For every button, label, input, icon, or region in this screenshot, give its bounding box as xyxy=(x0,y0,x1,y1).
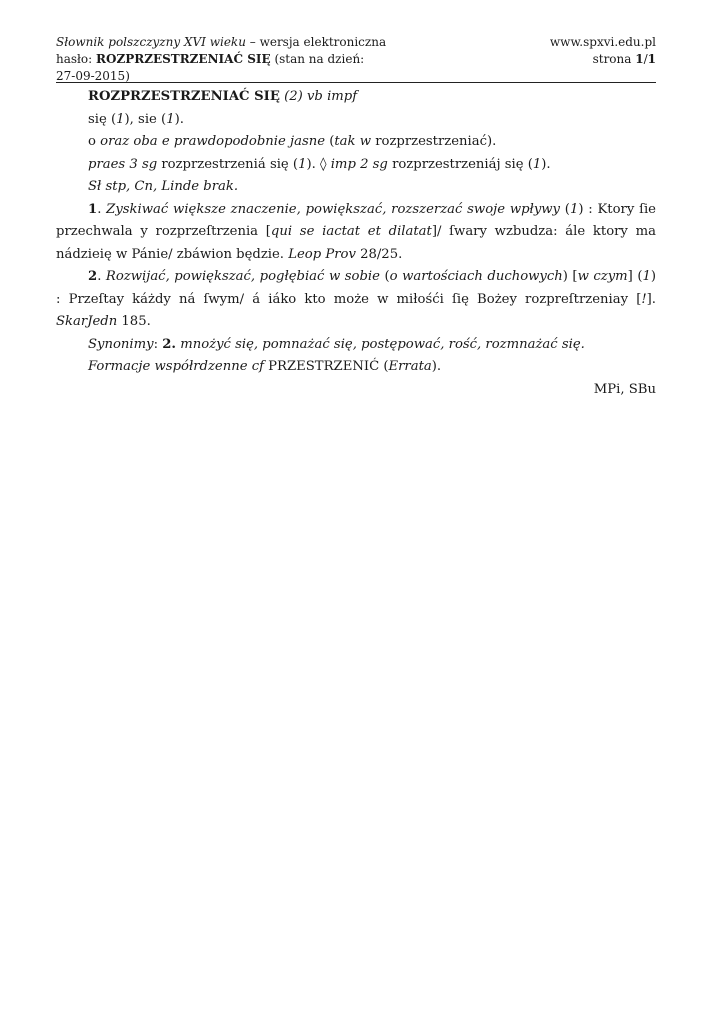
page-label: strona xyxy=(592,52,636,66)
sense-definition: Rozwijać, powiększać, pogłębiać w sobie xyxy=(105,269,380,284)
sense-syntax: w czym xyxy=(577,269,628,284)
source-ref: Leop Prov xyxy=(288,246,356,262)
sense-text: ] ( xyxy=(627,269,643,284)
page-number xyxy=(550,51,656,68)
pron-note: tak xyxy=(334,134,356,149)
synonyms-sep: : xyxy=(153,336,163,352)
dictionary-title: Słownik polszczyzny XVI wieku xyxy=(56,35,246,49)
form-text: ). xyxy=(174,111,184,127)
sense-count: 1 xyxy=(569,201,579,217)
stan-label: (stan na dzień: xyxy=(270,52,365,66)
page-total: 1 xyxy=(647,52,656,66)
form-count: 1 xyxy=(166,111,175,127)
forms-line xyxy=(56,109,656,132)
pron-text: ( xyxy=(325,134,335,149)
entry-date: 27-09-2015) xyxy=(56,69,130,83)
entry-line xyxy=(56,51,396,68)
grammar-line xyxy=(56,154,656,177)
sense-quote: ]/ ſwary wzbudza: ále ktory ma nádzieię w Pánie/ zbáwion będzie. xyxy=(56,224,656,262)
sense-text: ( xyxy=(560,201,570,217)
header-entry-word: ROZPRZESTRZENIAĆ SIĘ xyxy=(96,52,271,66)
header-right xyxy=(550,34,656,68)
source-location: 28/25. xyxy=(355,246,403,262)
sense-2 xyxy=(56,266,656,334)
grammar-count: 1 xyxy=(532,156,542,172)
source-location: 185. xyxy=(117,314,151,329)
synonyms-label: Synonimy xyxy=(88,336,154,352)
sense-text: ]. xyxy=(646,291,656,307)
grammar-form: ). xyxy=(541,156,551,172)
grammar-label: praes 3 sg xyxy=(88,156,158,172)
synonyms-line xyxy=(56,334,656,357)
sense-count: 1 xyxy=(642,269,651,284)
source-ref: SkarJedn xyxy=(56,314,118,329)
sense-definition: Zyskiwać większe znaczenie, powiększać, rozszerzać swoje wpływy xyxy=(106,201,561,217)
grammar-count: 1 xyxy=(298,156,307,172)
formacje-label: Formacje współrdzenne cf xyxy=(88,359,264,374)
form-text: ), sie ( xyxy=(124,111,167,127)
frequency: (2) xyxy=(284,89,303,104)
sense-1 xyxy=(56,199,656,267)
pron-note: w xyxy=(355,134,372,149)
part-of-speech: vb impf xyxy=(306,89,358,104)
grammar-form: ). ◊ xyxy=(306,156,331,172)
latin-gloss: qui se iactat et dilatat xyxy=(270,224,432,239)
sense-number: 2 xyxy=(88,269,98,284)
grammar-form: rozprzestrzeniáj się ( xyxy=(387,156,533,172)
formacje-close: ). xyxy=(431,359,442,374)
formacje-errata: Errata xyxy=(388,359,432,374)
sic-mark: ! xyxy=(641,291,647,307)
form-text: się ( xyxy=(88,111,117,127)
headword-line xyxy=(56,86,656,109)
sense-quote: ) : Przeſtay káżdy ná ſwym/ á iáko kto może w miłośći ſię Bożey rozpreſtrzeniay [ xyxy=(56,269,657,307)
dictionary-version: – wersja elektroniczna xyxy=(245,35,387,49)
authors: MPi, SBu xyxy=(593,381,656,397)
form-count: 1 xyxy=(116,111,125,127)
synonyms-list: mnożyć się, pomnażać się, postępować, rość, rozmnażać się. xyxy=(176,336,585,352)
header-divider xyxy=(56,82,656,83)
sense-text: . xyxy=(97,269,106,284)
sense-text: ) [ xyxy=(562,269,578,284)
synonyms-sense: 2. xyxy=(162,336,177,352)
page-current: 1 xyxy=(635,52,644,66)
formacje-line xyxy=(56,356,656,379)
grammar-label: imp 2 sg xyxy=(330,156,388,172)
dictionary-title-line xyxy=(56,34,396,51)
pron-text: rozprzestrzeniać). xyxy=(371,134,497,149)
sense-quote: ) : Ktory ſie przechwala y rozprzeſtrzenia [ xyxy=(56,201,656,239)
site-url[interactable]: www.spxvi.edu.pl xyxy=(549,35,656,49)
dictionaries-line: Sł stp, Cn, Linde brak. xyxy=(88,179,239,194)
formacje-word: PRZESTRZENIĆ ( xyxy=(263,359,389,374)
pron-note: oraz oba e prawdopodobnie jasne xyxy=(100,134,326,149)
sense-text: . xyxy=(97,201,107,217)
haslo-label: hasło: xyxy=(56,52,97,66)
grammar-form: rozprzestrzeniá się ( xyxy=(157,156,299,172)
pron-text: o xyxy=(88,134,101,149)
header-left xyxy=(56,34,396,85)
entry-body xyxy=(56,86,656,401)
sense-text: ( xyxy=(379,269,390,284)
pronunciation-line xyxy=(56,131,656,154)
page-sep: / xyxy=(643,52,648,66)
sense-definition: o wartościach duchowych xyxy=(389,269,563,284)
headword: ROZPRZESTRZENIAĆ SIĘ xyxy=(88,89,280,104)
sense-number: 1 xyxy=(88,201,98,217)
